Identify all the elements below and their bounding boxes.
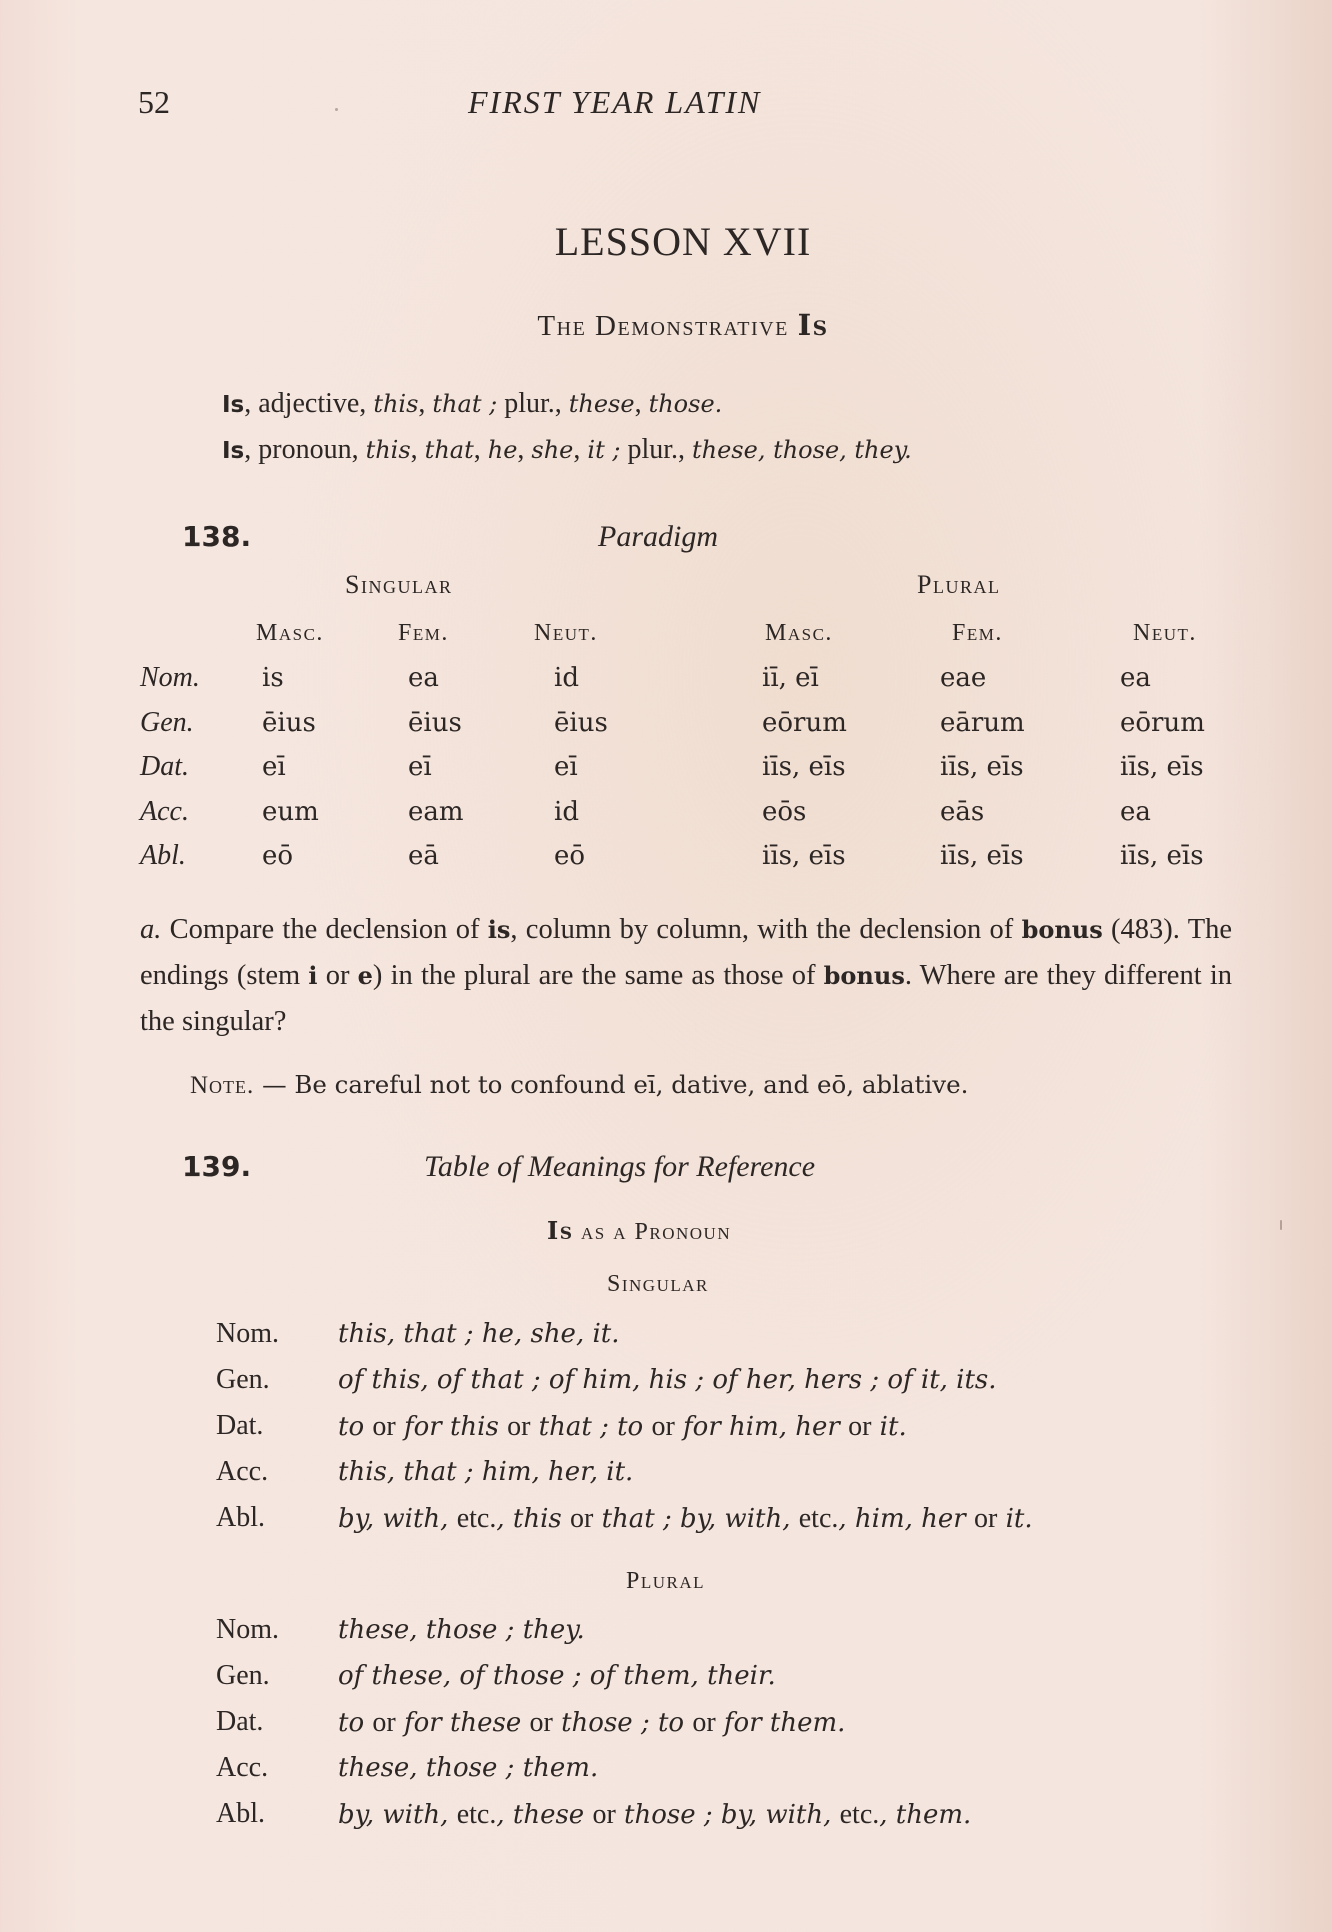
roman-word: or xyxy=(651,1411,675,1442)
intro-text: , xyxy=(418,388,433,419)
meaning-text: to or for this or that ; to or for him, her or it. xyxy=(338,1411,907,1442)
meaning-case-label: Acc. xyxy=(216,1752,269,1783)
paradigm-cell: ea xyxy=(1120,663,1151,693)
paradigm-cell: eō xyxy=(262,841,294,871)
meaning-case-label: Acc. xyxy=(216,1456,269,1487)
paradigm-cell: eōrum xyxy=(762,707,847,738)
meaning-case-label: Dat. xyxy=(216,1410,264,1441)
paragraph-text: Compare the declension of xyxy=(161,914,488,945)
meaning-text: these, those ; them. xyxy=(338,1753,599,1783)
note-form: eī xyxy=(633,1070,656,1099)
paradigm-cell: iīs, eīs xyxy=(940,752,1024,782)
paradigm-cell: eās xyxy=(940,796,985,827)
meaning-text: of these, of those ; of them, their. xyxy=(338,1661,776,1691)
paradigm-cell: eārum xyxy=(940,707,1025,738)
col-header-plur-fem: Fem. xyxy=(952,620,1003,646)
paradigm-case-label: Dat. xyxy=(140,751,189,782)
roman-word: etc. xyxy=(798,1503,839,1534)
paradigm-cell: eōs xyxy=(762,796,807,827)
intro-text: , xyxy=(634,388,649,419)
paradigm-cell: iīs, eīs xyxy=(762,752,846,782)
section-number-138: 138. xyxy=(182,520,252,553)
paradigm-case-label: Acc. xyxy=(140,795,189,827)
meaning-text: of this, of that ; of him, his ; of her, hers ; of it, its. xyxy=(338,1365,997,1395)
singular-heading: Singular xyxy=(607,1271,709,1297)
intro-italic: that xyxy=(424,436,474,464)
section-number-139: 139. xyxy=(182,1150,252,1183)
intro-text: , xyxy=(573,434,588,465)
col-header-sing-fem: Fem. xyxy=(398,620,449,646)
meaning-text: these, those ; they. xyxy=(338,1615,585,1645)
subheading-text: as a Pronoun xyxy=(573,1219,732,1245)
roman-word: or xyxy=(372,1411,396,1442)
subheading-is-as-pronoun xyxy=(547,1216,731,1246)
subtitle-word: Is xyxy=(797,308,829,342)
intro-italic: this xyxy=(365,436,411,464)
paragraph-text: or xyxy=(317,960,358,991)
col-header-plur-neut: Neut. xyxy=(1133,620,1197,646)
paradigm-cell: eae xyxy=(940,663,987,693)
intro-italic: these xyxy=(568,390,635,418)
intro-italic: these, those, they. xyxy=(692,436,912,464)
roman-word: or xyxy=(973,1503,998,1534)
roman-word: or xyxy=(507,1411,531,1442)
col-header-sing-neut: Neut. xyxy=(534,620,598,646)
intro-text: , xyxy=(517,434,532,465)
paradigm-case-label: Abl. xyxy=(140,840,186,871)
paradigm-cell: ea xyxy=(408,663,439,693)
paradigm-cell: id xyxy=(554,796,579,827)
paradigm-cell: ea xyxy=(1120,796,1151,827)
roman-word: etc. xyxy=(456,1799,497,1830)
intro-text: plur., xyxy=(497,388,569,419)
lesson-title: LESSON XVII xyxy=(554,219,812,264)
meaning-text: this, that ; he, she, it. xyxy=(338,1319,620,1349)
paradigm-cell: id xyxy=(554,663,579,693)
meaning-case-label: Gen. xyxy=(216,1660,270,1691)
intro-line-adjective xyxy=(222,388,722,420)
paradigm-cell: iī, eī xyxy=(762,663,819,693)
intro-text: , xyxy=(410,434,425,465)
roman-word: or xyxy=(529,1707,553,1738)
paradigm-cell: ēius xyxy=(262,707,316,738)
paradigm-cell: eōrum xyxy=(1120,707,1205,738)
paradigm-cell: iīs, eīs xyxy=(1120,752,1204,782)
note xyxy=(190,1070,968,1100)
page-number: 52 xyxy=(138,84,170,120)
roman-word: or xyxy=(570,1503,594,1534)
section-title-paradigm: Paradigm xyxy=(598,520,718,553)
paradigm-cell: ēius xyxy=(554,707,608,738)
group-header-plural: Plural xyxy=(917,570,1001,599)
running-title: FIRST YEAR LATIN xyxy=(468,84,762,120)
col-header-sing-masc: Masc. xyxy=(256,620,324,646)
paragraph-bold: is xyxy=(487,915,511,944)
meaning-case-label: Abl. xyxy=(216,1798,265,1829)
intro-bold: Is xyxy=(222,438,245,464)
intro-text: , adjective, xyxy=(244,388,374,419)
intro-line-pronoun xyxy=(222,434,912,466)
page-speck xyxy=(1280,1220,1282,1230)
meaning-text: to or for these or those ; to or for them. xyxy=(338,1707,846,1738)
paradigm-cell: eō xyxy=(554,841,586,871)
subtitle-prefix: The Demonstrative xyxy=(537,310,798,342)
intro-text: plur., xyxy=(620,434,692,465)
note-form: eō xyxy=(817,1070,847,1099)
paradigm-cell: eum xyxy=(262,796,319,827)
roman-word: or xyxy=(848,1411,872,1442)
paradigm-cell: eī xyxy=(262,752,286,782)
intro-text: , xyxy=(473,434,488,465)
meaning-case-label: Abl. xyxy=(216,1502,265,1533)
page-speck xyxy=(335,108,338,111)
intro-italic: that ; xyxy=(432,390,498,418)
intro-italic: it ; xyxy=(587,436,621,464)
paragraph-bold: e xyxy=(357,961,373,990)
plural-heading: Plural xyxy=(626,1568,706,1594)
col-header-plur-masc: Masc. xyxy=(765,620,833,646)
roman-word: or xyxy=(372,1707,396,1738)
paradigm-cell: eā xyxy=(408,841,439,871)
paradigm-cell: is xyxy=(262,663,284,693)
note-text: , ablative. xyxy=(846,1070,969,1099)
note-text: , dative, and xyxy=(655,1070,817,1099)
intro-italic: she xyxy=(531,436,574,464)
paradigm-cell: iīs, eīs xyxy=(1120,841,1204,871)
paragraph-bold: bonus xyxy=(1021,915,1103,944)
meaning-case-label: Nom. xyxy=(216,1614,279,1645)
section-title-meanings: Table of Meanings for Reference xyxy=(424,1150,816,1183)
paragraph-text: (483). The endings (stem xyxy=(140,914,1233,991)
group-header-singular: Singular xyxy=(345,570,453,599)
intro-italic: he xyxy=(487,436,518,464)
paragraph-bold: bonus xyxy=(823,961,905,990)
paragraph-text: . Where are they different in the singular? xyxy=(140,960,1232,1037)
paradigm-cell: eam xyxy=(408,796,464,827)
paragraph-bold: i xyxy=(308,961,318,990)
lesson-subtitle xyxy=(0,308,1332,343)
paradigm-cell: ēius xyxy=(408,707,462,738)
intro-italic: those. xyxy=(648,390,723,418)
note-label: Note. xyxy=(190,1072,255,1099)
meaning-case-label: Nom. xyxy=(216,1318,279,1349)
meaning-case-label: Dat. xyxy=(216,1706,264,1737)
paradigm-cell: iīs, eīs xyxy=(940,841,1024,871)
intro-text: , pronoun, xyxy=(244,434,366,465)
meaning-text: by, with, etc., this or that ; by, with, etc., him, her or it. xyxy=(338,1503,1033,1534)
paradigm-cell: eī xyxy=(408,752,432,782)
intro-italic: this xyxy=(373,390,419,418)
paradigm-case-label: Nom. xyxy=(140,662,200,693)
paradigm-case-label: Gen. xyxy=(140,706,194,738)
paradigm-cell: eī xyxy=(554,752,578,782)
paragraph-a xyxy=(140,907,1232,1045)
paradigm-cell: iīs, eīs xyxy=(762,841,846,871)
roman-word: etc. xyxy=(456,1503,497,1534)
subheading-bold: Is xyxy=(547,1216,574,1245)
roman-word: or xyxy=(692,1707,716,1738)
paragraph-text: ) in the plural are the same as those of xyxy=(372,960,824,991)
paragraph-text: , column by column, with the declension of xyxy=(510,914,1022,945)
paragraph-label: a. xyxy=(140,914,162,945)
roman-word: or xyxy=(592,1799,616,1830)
intro-bold: Is xyxy=(222,392,245,418)
meaning-text: this, that ; him, her, it. xyxy=(338,1457,634,1487)
note-text: — Be careful not to confound xyxy=(254,1070,634,1099)
meaning-case-label: Gen. xyxy=(216,1364,270,1395)
meaning-text: by, with, etc., these or those ; by, with, etc., them. xyxy=(338,1799,972,1830)
roman-word: etc. xyxy=(839,1799,880,1830)
